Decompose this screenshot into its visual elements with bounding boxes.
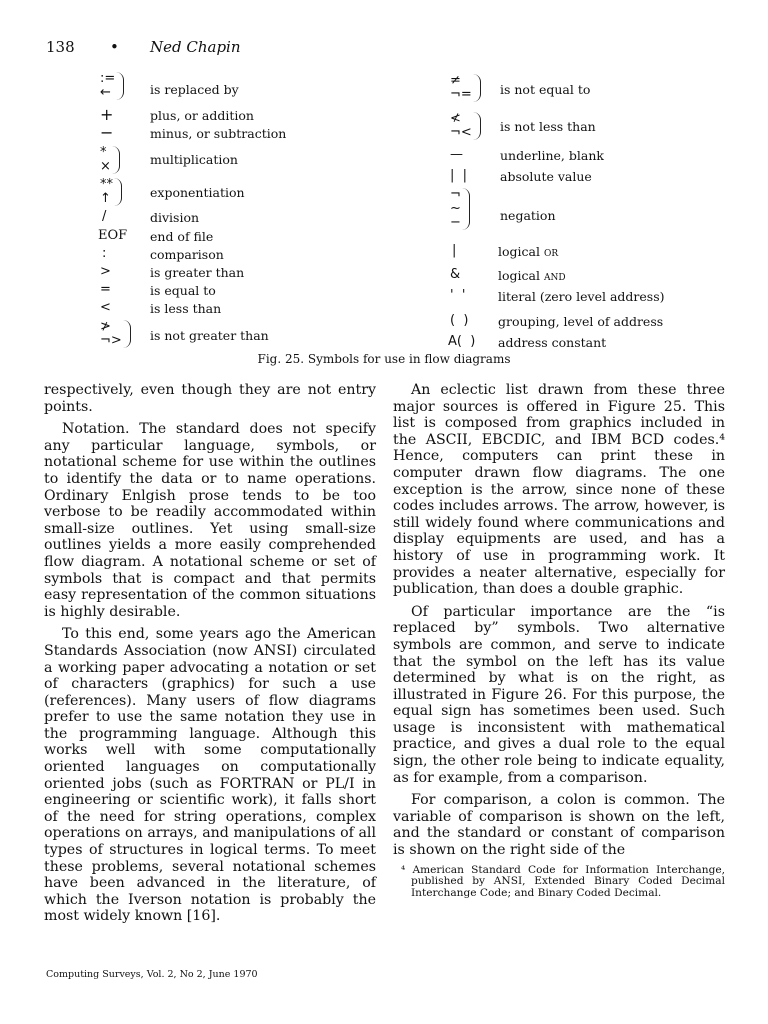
absolute-value-symbol: | | — [450, 168, 468, 183]
literal-quotes-symbol: ' ' — [450, 288, 466, 303]
symbol-label: multiplication — [150, 152, 238, 167]
symbol-label: is not less than — [500, 119, 596, 134]
logical-or-symbol: | — [452, 243, 457, 258]
not-greater-symbol: ≯ ¬> — [100, 320, 131, 348]
equal-symbol: = — [100, 282, 111, 297]
symbol-label: exponentiation — [150, 185, 245, 200]
eof-symbol: EOF — [98, 228, 128, 243]
symbol-label: comparison — [150, 247, 224, 262]
left-column — [44, 382, 376, 931]
logical-and-symbol: & — [450, 267, 461, 282]
colon-symbol: : — [102, 246, 107, 261]
negation-symbol: ¬ ~ − — [450, 188, 470, 230]
paragraph: Notation. The standard does not specify any particular language, symbols, or notational scheme for use within the outlines to identify the data or to name operations. Ordinary Enlgish prose tends to be too verbose to be readily accommodated within small-size outlines. Yet using small-size outlines yields a more easily comprehended flow diagram. A notational scheme or set of symbols that is compact and that permits easy representation of the common situations is highly desirable. — [44, 421, 376, 620]
symbol-label: is replaced by — [150, 82, 239, 97]
paragraph: respectively, even though they are not entry points. — [44, 382, 376, 415]
paragraph: Of particular importance are the “is replaced by” symbols. Two alternative symbols are common, and serve to indicate that the symbol on the left has its value determined by what is on the right, as illustrated in Figure 26. For this purpose, the equal sign has sometimes been used. Such usage is inconsistent with mathematical practice, and gives a dual role to the equal sign, the other role being to indicate equality, as for example, from a comparison. — [393, 603, 725, 786]
figure-caption: Fig. 25. Symbols for use in flow diagrams — [257, 352, 511, 366]
address-constant-symbol: A( ) — [448, 334, 476, 349]
page-number: 138 — [46, 38, 75, 56]
symbol-label: is equal to — [150, 283, 216, 298]
symbol-label: end of file — [150, 229, 214, 244]
symbol-label: is not equal to — [500, 82, 591, 97]
paragraph: For comparison, a colon is common. The variable of comparison is shown on the left, and the standard or constant of comparison is shown on the right side of the — [393, 792, 725, 859]
symbol-label: underline, blank — [500, 148, 604, 163]
symbol-label: division — [150, 210, 200, 225]
symbol-label: is greater than — [150, 265, 245, 280]
symbol-label: absolute value — [500, 169, 592, 184]
greater-than-symbol: > — [100, 264, 111, 279]
running-head-author: Ned Chapin — [150, 38, 241, 56]
footnote: ⁴ American Standard Code for Information Interchange, published by ANSI, Extended Binary Coded Decimal Interchange Code; and Binary Coded Decimal. — [401, 863, 725, 899]
not-less-symbol: ≮ ¬< — [450, 112, 481, 140]
symbol-label: negation — [500, 208, 556, 223]
symbol-label: logical or — [498, 244, 559, 259]
grouping-parentheses-symbol: ( ) — [450, 313, 469, 328]
exponentiation-symbol: ** ↑ — [100, 178, 122, 206]
multiplication-symbol: * × — [100, 146, 120, 174]
symbol-label: plus, or addition — [150, 108, 254, 123]
symbol-label: literal (zero level address) — [498, 289, 665, 304]
journal-citation: Computing Surveys, Vol. 2, No 2, June 1970 — [46, 969, 258, 980]
replaced-by-symbol: := ← — [100, 72, 124, 100]
paragraph: To this end, some years ago the American Standards Association (now ANSI) circulated a working paper advocating a notation or set of characters (graphics) for such a use (references). Many users of flow diagrams prefer to use the same notation they use in the programming language. Although this works well with some computationally oriented languages on computationally oriented jobs (such as FORTRAN or PL/I in engineering or scientific work), it falls short of the need for string operations, complex operations on arrays, and manipulations of all types of structures in logical terms. To meet these problems, several notational schemes have been advanced in the literature, of which the Iverson notation is probably the most widely known [16]. — [44, 626, 376, 925]
symbol-label: address constant — [498, 335, 607, 350]
division-symbol: / — [102, 209, 107, 224]
right-column — [393, 382, 725, 899]
minus-symbol: − — [100, 123, 114, 142]
not-equal-symbol: ≠ ¬= — [450, 74, 481, 102]
symbol-label: grouping, level of address — [498, 314, 664, 329]
plus-symbol: + — [100, 105, 114, 124]
symbol-label: logical and — [498, 268, 566, 283]
less-than-symbol: < — [100, 300, 111, 315]
symbol-label: is less than — [150, 301, 222, 316]
symbol-label: is not greater than — [150, 328, 269, 343]
paragraph: An eclectic list drawn from these three major sources is offered in Figure 25. This list is composed from graphics included in the ASCII, EBCDIC, and IBM BCD codes.⁴ Hence, computers can print these in computer drawn flow diagrams. The one exception is the arrow, since none of these codes includes arrows. The arrow, however, is still widely found where communications and display equipments are used, and has a history of use in programming work. It provides a neater alternative, especially for publication, than does a double graphic. — [393, 382, 725, 598]
symbol-label: minus, or subtraction — [150, 126, 287, 141]
underline-symbol: — — [450, 147, 463, 162]
header-separator: • — [110, 38, 119, 56]
